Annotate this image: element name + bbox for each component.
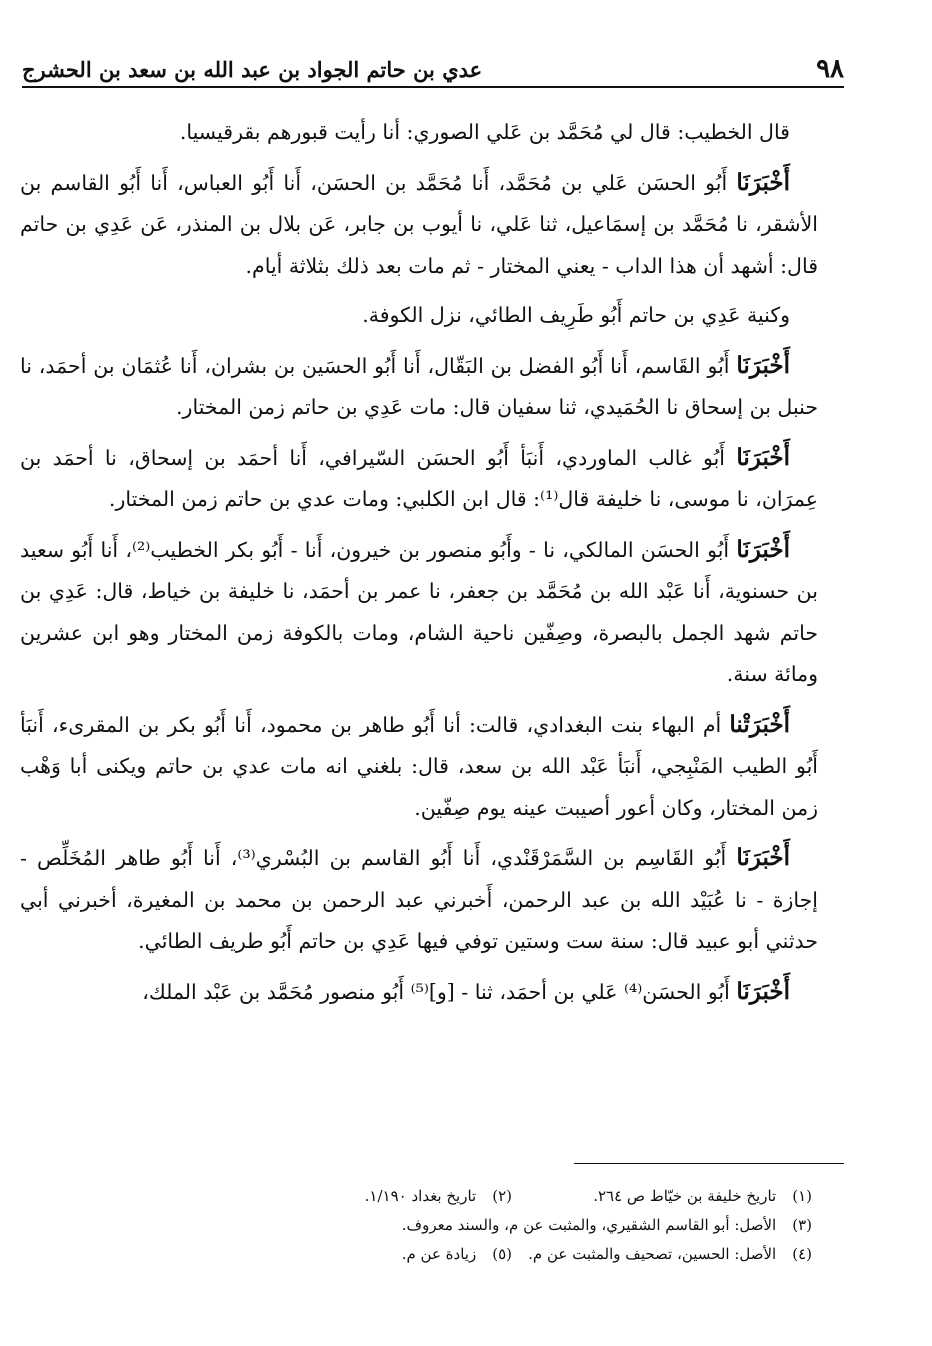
isnad-lead-word: أَخْبَرَنَا <box>736 844 790 871</box>
isnad-lead-word: أَخْبَرَنَا <box>736 443 790 471</box>
paragraph <box>20 837 818 963</box>
paragraph-text: أَبُو الحسَن المالكي، نا - وأَبُو منصور بن خيرون، أَنا - أَبُو بكر الخطيب⁽²⁾، أَنا أَبُو سعيد بن حسنوية، أَنا عَبْد الله بن مُحَمَّد بن جعفر، نا عمر بن أحمَد، نا خليفة بن خياط، قال: عَدِي بن حاتم شهد الجمل بالبصرة، وصِفّين ناحية الشام، ومات بالكوفة زمن المختار وهو ابن عشرين ومائة سنة. <box>20 537 818 686</box>
isnad-lead-word: أَخْبَرَتْنا <box>729 710 790 738</box>
footnote-text: زيادة عن م. <box>401 1245 477 1263</box>
footnote-number: (١) <box>792 1187 812 1205</box>
paragraph-text: أَبُو الحسَن⁽⁴⁾ عَلي بن أحمَد، ثنا - [و]⁽⁵⁾ أَبُو منصور مُحَمَّد بن عَبْد الملك، <box>142 979 737 1004</box>
footnote <box>365 1182 512 1211</box>
isnad-lead-word: أَخْبَرَنَا <box>736 977 790 1005</box>
footnote-row <box>200 1182 812 1211</box>
isnad-lead-word: أَخْبَرَنَا <box>736 351 790 379</box>
paragraph <box>20 112 818 154</box>
paragraph <box>20 437 818 521</box>
footnote <box>402 1211 812 1240</box>
footnote <box>512 1182 812 1211</box>
page-header <box>22 52 844 86</box>
footnote-text: الأصل: الحسين، تصحيف والمثبت عن م. <box>528 1245 777 1263</box>
paragraph-text: قال الخطيب: قال لي مُحَمَّد بن عَلي الصوري: أنا رأيت قبورهم بقرقيسيا. <box>179 120 790 144</box>
paragraph-text: أَبُو الحسَن عَلي بن مُحَمَّد، أَنا مُحَمَّد بن الحسَن، أَنا أَبُو العباس، أَنا أَبُو القاسم بن الأشقر، نا مُحَمَّد بن إسمَاعيل، ثنا عَلي، نا أيوب بن جابر، عَن بلال بن المنذر، عَن عَدِي بن حاتم قال: أشهد أن هذا الداب - يعني المختار - ثم مات بعد ذلك بثلاثة أيام. <box>20 170 818 278</box>
footnote-rule <box>574 1163 844 1164</box>
paragraph <box>20 529 818 696</box>
paragraph <box>20 345 818 429</box>
running-title: عدي بن حاتم الجواد بن عبد الله بن سعد بن الحشرج <box>22 56 483 82</box>
footnote-row <box>200 1240 812 1269</box>
footnote-text: تاريخ خليفة بن خيّاط ص ٢٦٤. <box>593 1187 777 1205</box>
paragraph <box>20 704 818 830</box>
page-number: ٩٨ <box>816 54 844 84</box>
main-text <box>20 112 818 1021</box>
footnote-number: (٣) <box>792 1216 812 1234</box>
footnotes <box>200 1182 812 1269</box>
footnote-row <box>200 1211 812 1240</box>
footnote <box>512 1240 812 1269</box>
isnad-lead-word: أَخْبَرَنَا <box>736 535 790 563</box>
paragraph-text: وكنية عَدِي بن حاتم أَبُو طَرِيف الطائي، نزل الكوفة. <box>362 303 790 327</box>
paragraph-text: أم البهاء بنت البغدادي، قالت: أنا أَبُو طاهر بن محمود، أَنا أَبُو بكر بن المقرىء، أَنبَأ أَبُو الطيب المَنْبِجي، أَنبَأ عَبْد الله بن سعد، قال: بلغني انه مات عدي بن حاتم ويكنى أبا وَهْب زمن المختار، وكان أعور أصيبت عينه يوم صِفّين. <box>20 712 818 820</box>
footnote <box>402 1240 512 1269</box>
footnote-number: (٥) <box>492 1245 512 1263</box>
footnote-text: تاريخ بغداد ١/١٩٠. <box>364 1187 477 1205</box>
footnote-text: الأصل: أبو القاسم الشقيري، والمثبت عن م، والسند معروف. <box>401 1216 777 1234</box>
paragraph-text: أَبُو القَاسم، أَنا أَبُو الفضل بن البَقّال، أَنا أَبُو الحسَين بن بشران، أَنا عُثمَان بن أحمَد، نا حنبل بن إسحاق نا الحُمَيدي، ثنا سفيان قال: مات عَدِي بن حاتم زمن المختار. <box>20 353 818 419</box>
paragraph <box>20 295 818 337</box>
paragraph-text: أَبُو القَاسِم بن السَّمَرْقَنْدي، أَنا أَبُو القاسم بن البُسْري⁽³⁾، أَنا أَبُو طاهر المُخَلِّص - إجازة - نا عُبَيْد الله بن عبد الرحمن، أَخبرني عبد الرحمن بن محمد بن المغيرة، أخبرني أبي حدثني أبو عبيد قال: سنة ست وستين توفي فيها عَدِي بن حاتم أَبُو طريف الطائي. <box>20 846 818 953</box>
paragraph-text: أَبُو غالب الماوردي، أَنبَأ أَبُو الحسَن السّيرافي، أَنا أحمَد بن إسحاق، نا أحمَد بن عِمرَان، نا موسى، نا خليفة قال⁽¹⁾: قال ابن الكلبي: ومات عدي بن حاتم زمن المختار. <box>20 445 818 511</box>
header-rule <box>22 86 844 88</box>
paragraph <box>20 971 818 1014</box>
paragraph <box>20 162 818 288</box>
footnote-number: (٤) <box>792 1245 812 1263</box>
footnote-number: (٢) <box>492 1187 512 1205</box>
isnad-lead-word: أَخْبَرَنَا <box>736 168 790 196</box>
